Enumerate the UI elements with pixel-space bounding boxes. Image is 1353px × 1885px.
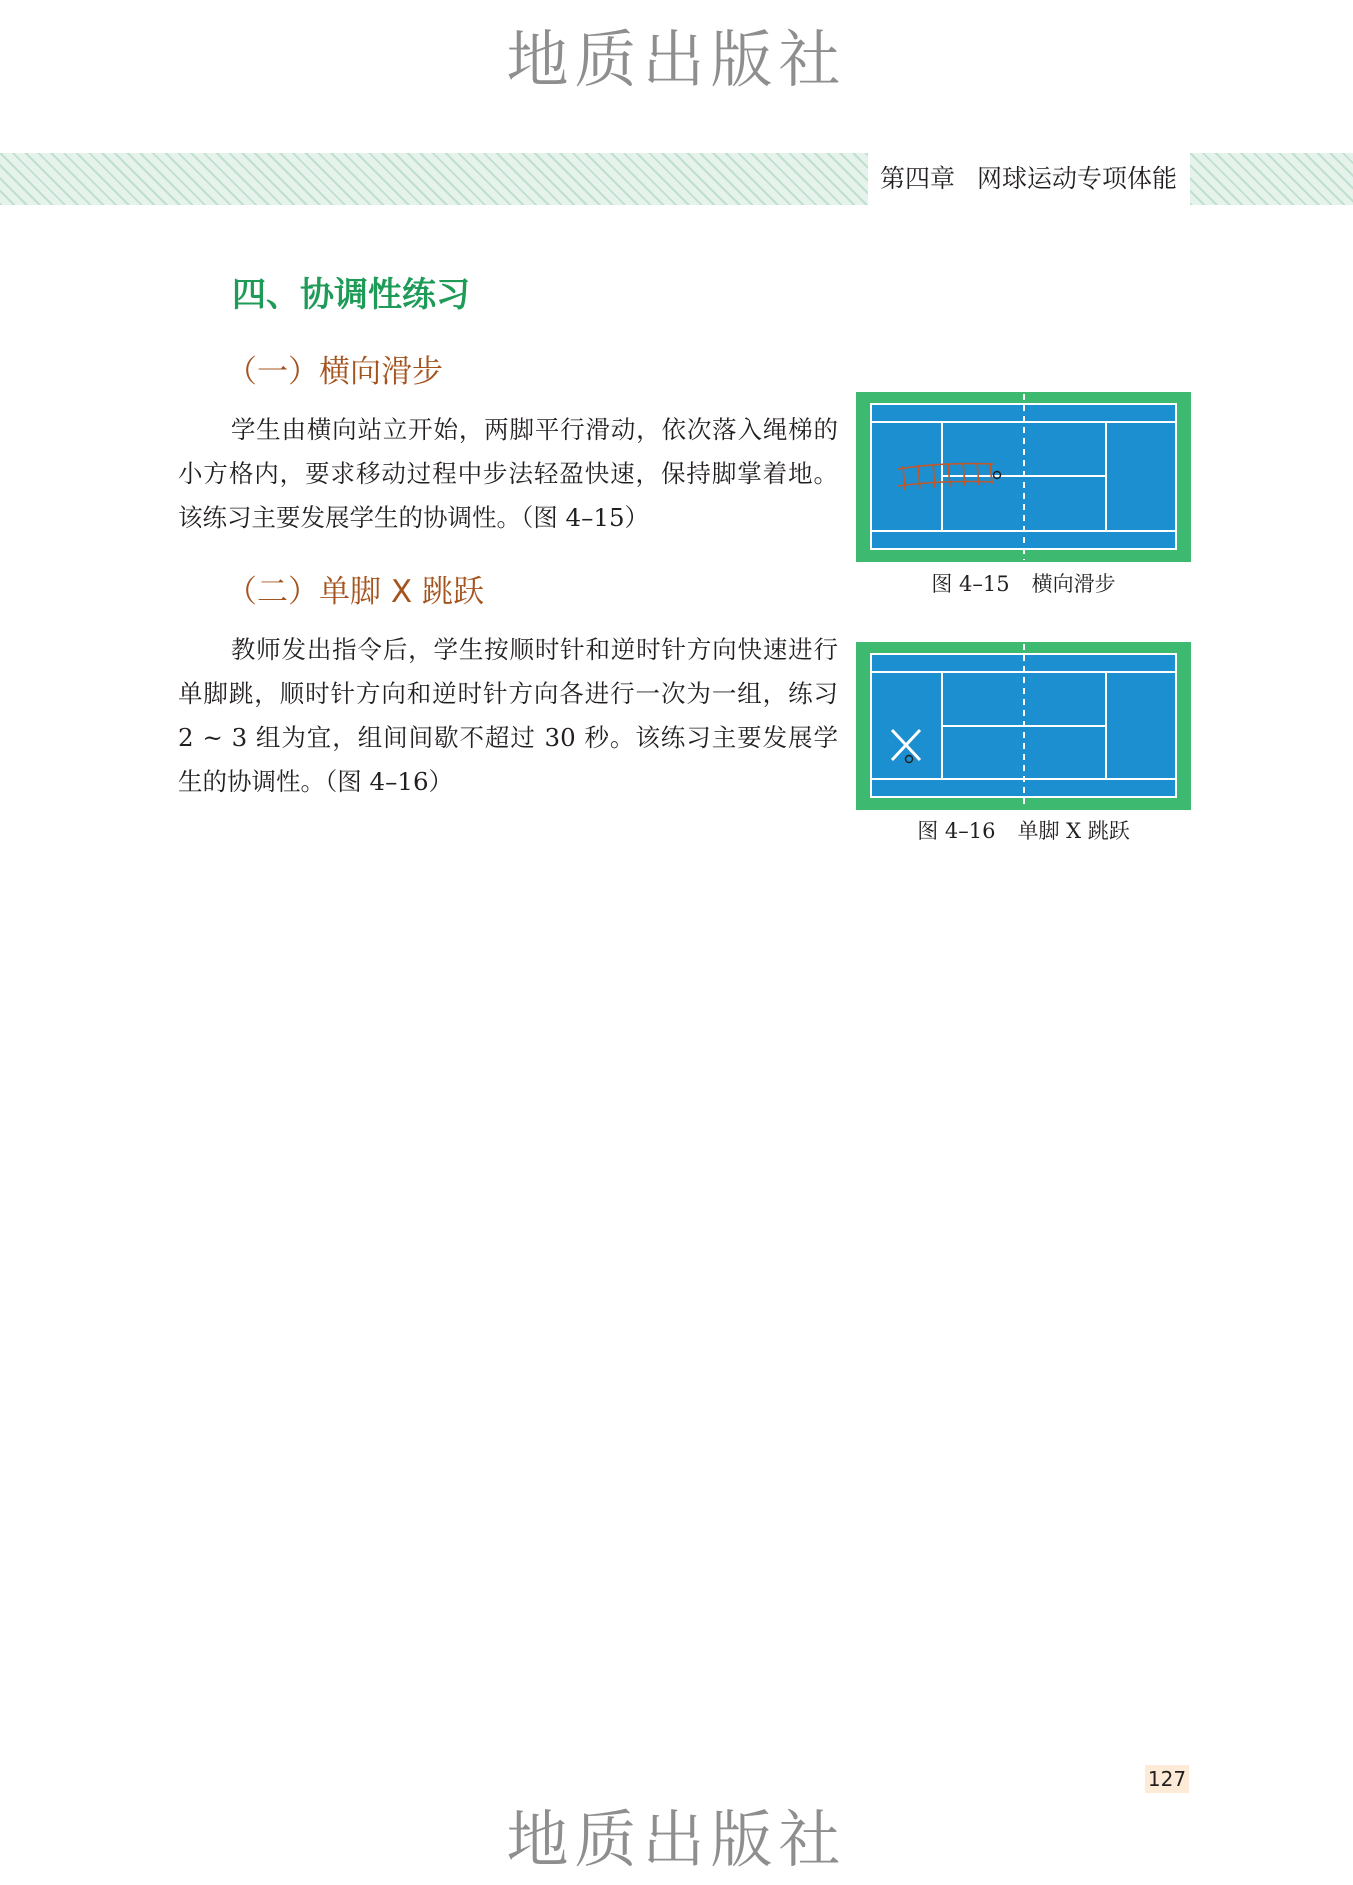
header-pattern-left xyxy=(0,153,868,205)
figure-caption-4-15 xyxy=(856,568,1191,598)
court-diagram xyxy=(856,392,1191,562)
subsection-heading-lateral-slide: （一）横向滑步 xyxy=(226,354,443,390)
header-pattern-right xyxy=(1190,153,1353,205)
paragraph-x-hop xyxy=(178,628,838,804)
watermark-top: 地质出版社 xyxy=(506,23,847,96)
chapter-number: 第四章 xyxy=(880,164,956,193)
figure-caption-text: 单脚 X 跳跃 xyxy=(1017,819,1130,843)
subsection-heading-x-hop: （二）单脚 X 跳跃 xyxy=(226,574,484,610)
section-title: 四、协调性练习 xyxy=(232,275,470,315)
figure-x-hop-court xyxy=(856,642,1191,810)
paragraph-text: 教师发出指令后，学生按顺时针和逆时针方向快速进行单脚跳，顺时针方向和逆时针方向各进行一次为一组，练习 2 ~ 3 组为宜，组间间歇不超过 30 秒。该练习主要发展学生的协调性。（图 4–16） xyxy=(178,635,838,796)
figure-lateral-slide-court xyxy=(856,392,1191,562)
watermark-bottom: 地质出版社 xyxy=(506,1803,847,1876)
figure-caption-text: 横向滑步 xyxy=(1031,572,1116,596)
page-number: 127 xyxy=(1145,1765,1189,1793)
paragraph-lateral-slide xyxy=(178,408,838,540)
court-diagram xyxy=(856,642,1191,810)
running-header xyxy=(880,159,1177,195)
figure-number: 图 4–15 xyxy=(931,572,1010,596)
figure-number: 图 4–16 xyxy=(917,819,996,843)
figure-caption-4-16 xyxy=(856,815,1191,845)
chapter-title: 网球运动专项体能 xyxy=(977,164,1178,193)
paragraph-text: 学生由横向站立开始，两脚平行滑动，依次落入绳梯的小方格内，要求移动过程中步法轻盈快速，保持脚掌着地。该练习主要发展学生的协调性。（图 4–15） xyxy=(178,415,838,532)
